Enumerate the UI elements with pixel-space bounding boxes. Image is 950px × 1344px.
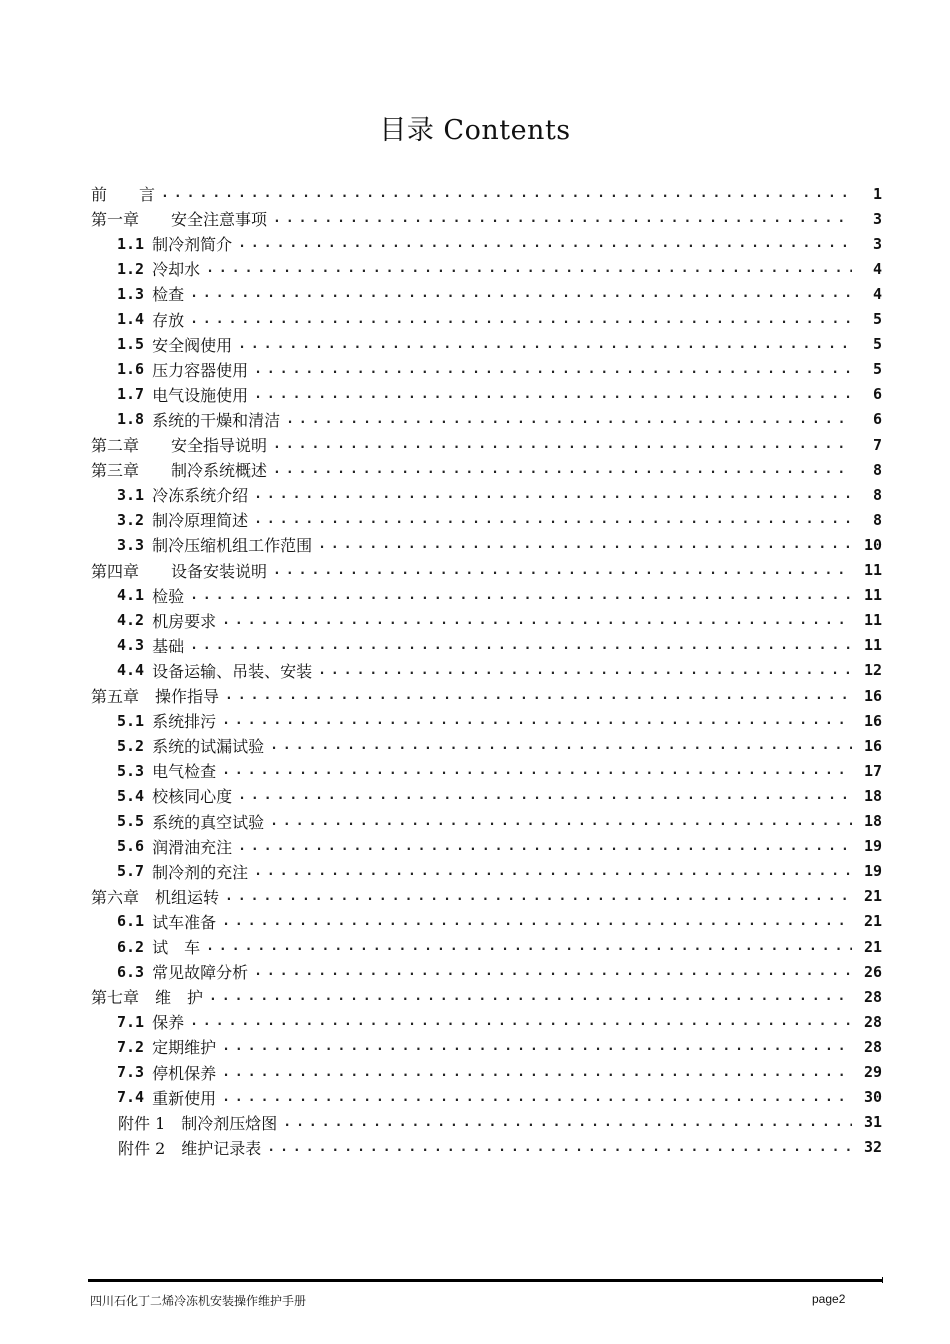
toc-entry-label: 定期维护 [152,1038,217,1058]
toc-entry-number: 6.3 [117,962,145,981]
toc-dot-leader [273,462,852,477]
toc-entry-label: 压力容器使用 [152,360,249,380]
toc-dot-leader [254,512,852,527]
toc-entry[interactable] [117,256,882,281]
toc-entry[interactable] [117,357,882,382]
toc-entry[interactable] [117,482,882,507]
toc-entry-number: 1.1 [117,234,145,253]
toc-entry-number: 3.1 [117,485,145,504]
toc-dot-leader [318,663,852,678]
toc-dot-leader [238,236,852,251]
footer-divider [88,1279,883,1282]
toc-entry-number: 1.5 [117,335,145,354]
toc-entry[interactable] [91,683,882,708]
toc-entry-label: 附件 2 维护记录表 [118,1138,262,1158]
toc-dot-leader [190,1014,852,1029]
toc-dot-leader [270,738,852,753]
toc-dot-leader [190,638,852,653]
toc-entry-number: 5.7 [117,862,145,881]
toc-entry-page: 10 [863,535,882,554]
toc-dot-leader [273,211,852,226]
toc-entry-number: 4.3 [117,636,145,655]
toc-dot-leader [190,588,852,603]
toc-entry-page: 21 [863,937,882,956]
toc-entry[interactable] [117,708,882,733]
toc-entry-number: 3.3 [117,535,145,554]
toc-entry-page: 19 [863,862,882,881]
toc-dot-leader [238,788,852,803]
page-title: 目录 Contents [379,115,571,146]
toc-dot-leader [270,814,852,829]
toc-entry-page: 4 [872,284,882,303]
toc-dot-leader [254,864,852,879]
toc-entry-page: 3 [872,234,882,253]
toc-entry-number: 1.3 [117,284,145,303]
toc-dot-leader [254,362,852,377]
toc-entry[interactable] [117,783,882,808]
toc-entry-page: 28 [863,1012,882,1031]
toc-entry-number: 4.2 [117,611,145,630]
toc-dot-leader [225,688,852,703]
toc-entry-page: 28 [863,987,882,1006]
toc-entry[interactable] [117,281,882,306]
toc-dot-leader [190,312,852,327]
toc-entry-label: 存放 [152,310,185,330]
toc-entry-label: 第六章 机组运转 [91,887,220,907]
toc-entry-label: 制冷剂简介 [152,235,233,255]
toc-dot-leader [209,989,852,1004]
toc-entry-label: 前 言 [91,185,156,204]
toc-entry-label: 第二章 安全指导说明 [91,436,268,455]
toc-entry[interactable] [117,507,882,532]
toc-entry-number: 5.2 [117,736,145,755]
toc-entry[interactable] [117,1009,882,1034]
toc-entry-label: 试 车 [152,938,201,957]
toc-entry-label: 第一章 安全注意事项 [91,210,268,230]
toc-entry-number: 5.4 [117,786,145,805]
toc-dot-leader [222,713,852,728]
toc-entry[interactable] [117,532,882,557]
toc-entry[interactable] [91,432,882,457]
toc-entry[interactable] [117,382,882,407]
toc-entry-page: 8 [872,510,882,529]
toc-entry-label: 制冷压缩机组工作范围 [152,536,313,556]
toc-dot-leader [254,487,852,502]
toc-entry-page: 5 [872,335,882,354]
toc-entry-page: 5 [872,310,882,328]
toc-entry-page: 3 [872,209,882,228]
toc-entry[interactable] [118,1135,882,1160]
toc-dot-leader [318,537,852,552]
toc-entry-label: 停机保养 [152,1063,217,1083]
toc-entry[interactable] [117,909,882,934]
footer-page-number: page2 [812,1292,846,1306]
toc-entry[interactable] [91,884,882,909]
toc-dot-leader [238,839,852,854]
toc-entry[interactable] [117,1085,882,1110]
toc-entry-label: 冷冻系统介绍 [152,486,249,506]
toc-entry[interactable] [117,1060,882,1085]
toc-dot-leader [206,261,852,276]
toc-entry-label: 系统的试漏试验 [152,737,265,757]
toc-entry-label: 系统的干燥和清洁 [152,410,281,430]
toc-entry-page: 6 [872,385,882,404]
toc-entry-page: 17 [863,761,882,780]
toc-entry-label: 系统的真空试验 [152,812,265,832]
toc-entry-page: 29 [863,1063,882,1081]
toc-dot-leader [222,763,852,778]
toc-entry[interactable] [117,859,882,884]
toc-dot-leader [222,613,852,628]
toc-dot-leader [161,186,852,201]
toc-entry-label: 机房要求 [152,611,217,631]
toc-entry[interactable] [91,457,882,482]
toc-entry-page: 11 [863,561,882,579]
toc-entry[interactable] [117,959,882,984]
toc-entry-label: 润滑油充注 [152,837,233,857]
toc-entry[interactable] [117,633,882,658]
toc-entry-number: 7.4 [117,1088,145,1107]
toc-entry-label: 冷却水 [152,260,201,280]
toc-entry-page: 16 [863,711,882,730]
toc-entry-label: 保养 [152,1013,185,1033]
toc-entry-number: 6.2 [117,937,145,956]
toc-entry[interactable] [117,934,882,959]
toc-entry-page: 4 [872,259,882,278]
toc-entry-page: 21 [863,912,882,931]
toc-dot-leader [283,1115,852,1130]
toc-dot-leader [273,437,852,452]
toc-entry-label: 基础 [152,636,185,656]
toc-entry-page: 8 [872,460,882,479]
toc-entry[interactable] [117,583,882,608]
toc-dot-leader [222,1090,852,1105]
toc-entry-page: 1 [872,184,882,203]
toc-entry-page: 26 [863,962,882,981]
toc-entry-page: 5 [872,360,882,379]
toc-entry[interactable] [91,558,882,583]
toc-entry[interactable] [117,834,882,859]
toc-dot-leader [273,563,852,578]
toc-entry-number: 5.1 [117,711,145,730]
toc-entry-label: 第三章 制冷系统概述 [91,461,268,481]
toc-dot-leader [222,914,852,929]
toc-entry[interactable] [117,1034,882,1059]
toc-entry-number: 5.6 [117,837,145,856]
toc-dot-leader [238,337,852,352]
toc-entry-page: 16 [863,686,882,705]
toc-entry[interactable] [117,809,882,834]
toc-entry-label: 第四章 设备安装说明 [91,561,268,581]
toc-entry-page: 12 [863,661,882,680]
toc-entry-number: 1.2 [117,259,145,278]
toc-entry-number: 6.1 [117,912,145,931]
toc-entry-number: 5.5 [117,812,145,830]
toc-entry-label: 第七章 维 护 [91,988,204,1008]
toc-entry[interactable] [117,332,882,357]
toc-dot-leader [206,939,852,954]
toc-entry[interactable] [117,658,882,683]
toc-entry-label: 检验 [152,586,185,606]
toc-dot-leader [286,412,852,427]
toc-dot-leader [254,387,852,402]
toc-dot-leader [267,1140,852,1155]
toc-entry-number: 7.1 [117,1012,145,1031]
toc-entry-page: 28 [863,1037,882,1056]
toc-entry[interactable] [91,181,882,206]
toc-entry-page: 11 [863,636,882,655]
toc-entry-page: 7 [872,435,882,454]
toc-entry-page: 18 [863,812,882,830]
toc-dot-leader [222,1065,852,1080]
toc-entry-page: 30 [863,1088,882,1107]
toc-entry-label: 制冷原理简述 [152,511,249,531]
toc-entry-number: 3.2 [117,510,145,529]
toc-entry[interactable] [117,407,882,432]
toc-entry-page: 18 [863,786,882,805]
toc-entry-label: 重新使用 [152,1088,217,1108]
toc-entry-page: 6 [872,410,882,429]
toc-dot-leader [225,889,852,904]
toc-entry-page: 32 [863,1138,882,1157]
toc-entry-label: 电气检查 [152,762,217,782]
toc-entry[interactable] [117,733,882,758]
toc-entry-label: 制冷剂的充注 [152,862,249,882]
toc-entry-page: 31 [863,1113,882,1132]
footer-document-title: 四川石化丁二烯冷冻机安装操作维护手册 [90,1294,307,1308]
toc-entry-page: 19 [863,837,882,856]
toc-entry-page: 21 [863,887,882,906]
toc-entry[interactable] [117,758,882,783]
toc-entry-number: 5.3 [117,761,145,780]
toc-entry-number: 1.6 [117,360,145,379]
toc-entry-label: 安全阀使用 [152,335,233,355]
toc-entry-page: 11 [863,611,882,630]
toc-dot-leader [254,964,852,979]
toc-entry-label: 电气设施使用 [152,385,249,405]
toc-entry-number: 4.1 [117,586,145,605]
toc-entry-number: 1.4 [117,310,145,328]
toc-entry-label: 检查 [152,285,185,305]
toc-entry-page: 16 [863,736,882,755]
toc-entry[interactable] [117,307,882,332]
toc-dot-leader [222,1039,852,1054]
toc-entry[interactable] [118,1110,882,1135]
toc-entry-number: 1.8 [117,410,145,429]
toc-entry-label: 试车准备 [152,912,217,932]
toc-entry-number: 4.4 [117,661,145,680]
toc-entry-page: 11 [863,586,882,605]
toc-entry-number: 7.2 [117,1037,145,1056]
toc-entry-number: 1.7 [117,385,145,404]
toc-dot-leader [190,286,852,301]
toc-entry-label: 系统排污 [152,712,217,732]
toc-entry-label: 常见故障分析 [152,963,249,983]
toc-entry-label: 设备运输、吊装、安装 [152,661,313,681]
toc-entry-label: 第五章 操作指导 [91,687,220,706]
toc-entry-number: 7.3 [117,1063,145,1081]
toc-entry-label: 附件 1 制冷剂压焓图 [118,1113,278,1133]
toc-entry[interactable] [117,231,882,256]
toc-entry[interactable] [91,984,882,1009]
toc-entry-page: 8 [872,485,882,504]
footer-divider-tick [882,1277,883,1283]
toc-entry[interactable] [117,608,882,633]
toc-entry-label: 校核同心度 [152,787,233,807]
toc-entry[interactable] [91,206,882,231]
